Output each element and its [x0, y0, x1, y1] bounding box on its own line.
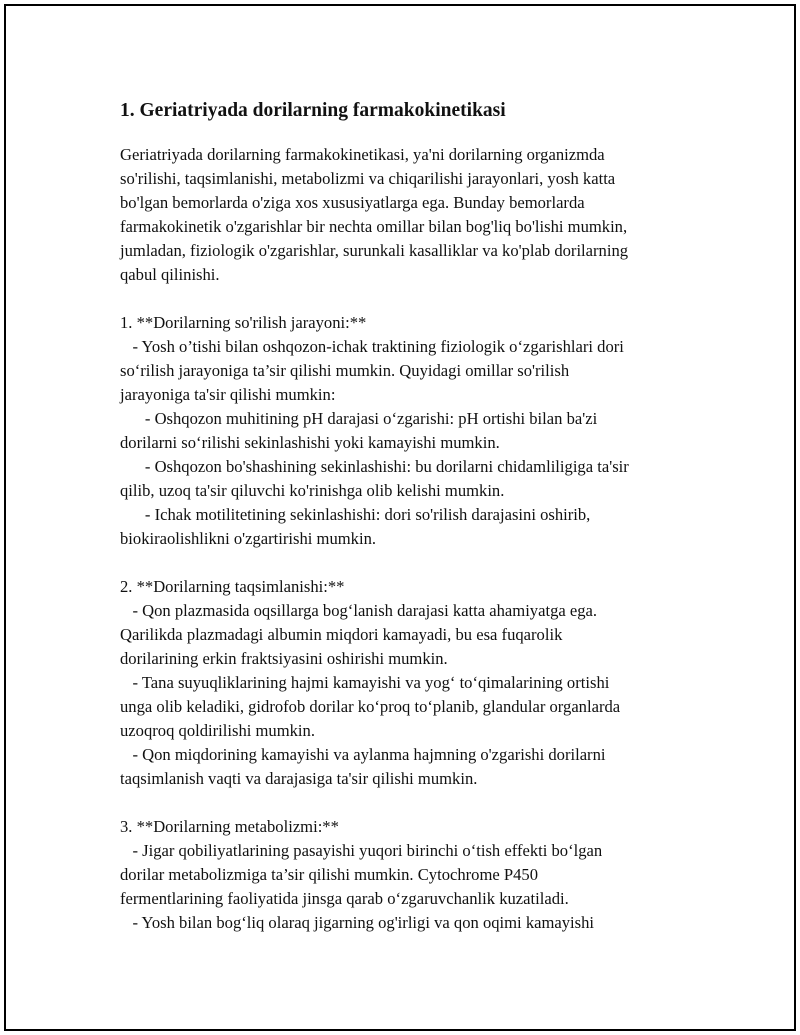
section-absorption [120, 311, 700, 551]
text-line: fermentlarining faoliyatida jinsga qarab o‘zgaruvchanlik kuzatiladi. [120, 889, 569, 908]
text-line: Qarilikda plazmadagi albumin miqdori kamayadi, bu esa fuqarolik [120, 625, 563, 644]
section-distribution [120, 575, 700, 791]
text-line: qilib, uzoq ta'sir qiluvchi ko'rinishga olib kelishi mumkin. [120, 481, 505, 500]
text-line: - Qon plazmasida oqsillarga bog‘lanish darajasi katta ahamiyatga ega. [120, 601, 598, 620]
text-line: farmakokinetik o'zgarishlar bir nechta omillar bilan bog'liq bo'lishi mumkin, [120, 217, 628, 236]
text-line: - Qon miqdorining kamayishi va aylanma hajmning o'zgarishi dorilarni [120, 745, 606, 764]
page-title: 1. Geriatriyada dorilarning farmakokinetikasi [120, 100, 506, 121]
section-heading: 2. **Dorilarning taqsimlanishi:** [120, 577, 345, 596]
section-heading: 1. **Dorilarning so'rilish jarayoni:** [120, 313, 367, 332]
text-line: - Oshqozon bo'shashining sekinlashishi: bu dorilarni chidamliligiga ta'sir [120, 457, 629, 476]
text-line: Geriatriyada dorilarning farmakokinetikasi, ya'ni dorilarning organizmda [120, 145, 605, 164]
document-page [4, 4, 796, 1031]
text-line: dorilar metabolizmiga ta’sir qilishi mumkin. Cytochrome P450 [120, 865, 539, 884]
text-line: - Ichak motilitetining sekinlashishi: dori so'rilish darajasini oshirib, [120, 505, 591, 524]
text-line: uzoqroq qoldirilishi mumkin. [120, 721, 315, 740]
text-line: - Tana suyuqliklarining hajmi kamayishi va yog‘ to‘qimalarining ortishi [120, 673, 610, 692]
section-metabolism [120, 815, 700, 935]
text-line: qabul qilinishi. [120, 265, 220, 284]
text-line: - Yosh bilan bog‘liq olaraq jigarning og'irligi va qon oqimi kamayishi [120, 913, 595, 932]
text-line: so‘rilish jarayoniga ta’sir qilishi mumkin. Quyidagi omillar so'rilish [120, 361, 570, 380]
intro-paragraph [120, 143, 700, 287]
text-line: dorilarni so‘rilishi sekinlashishi yoki kamayishi mumkin. [120, 433, 500, 452]
text-line: jumladan, fiziologik o'zgarishlar, surunkali kasalliklar va ko'plab dorilarning [120, 241, 629, 260]
text-line: bo'lgan bemorlarda o'ziga xos xususiyatlarga ega. Bunday bemorlarda [120, 193, 585, 212]
text-line: - Oshqozon muhitining pH darajasi o‘zgarishi: pH ortishi bilan ba'zi [120, 409, 598, 428]
document-content [120, 98, 700, 935]
text-line: - Jigar qobiliyatlarining pasayishi yuqori birinchi o‘tish effekti bo‘lgan [120, 841, 603, 860]
text-line: dorilarining erkin fraktsiyasini oshirishi mumkin. [120, 649, 448, 668]
text-line: so'rilishi, taqsimlanishi, metabolizmi va chiqarilishi jarayonlari, yosh katta [120, 169, 616, 188]
text-line: biokiraolishlikni o'zgartirishi mumkin. [120, 529, 377, 548]
section-heading: 3. **Dorilarning metabolizmi:** [120, 817, 339, 836]
text-line: - Yosh o’tishi bilan oshqozon-ichak traktining fiziologik o‘zgarishlari dori [120, 337, 624, 356]
text-line: taqsimlanish vaqti va darajasiga ta'sir qilishi mumkin. [120, 769, 478, 788]
text-line: unga olib keladiki, gidrofob dorilar ko‘proq to‘planib, glandular organlarda [120, 697, 621, 716]
text-line: jarayoniga ta'sir qilishi mumkin: [120, 385, 336, 404]
